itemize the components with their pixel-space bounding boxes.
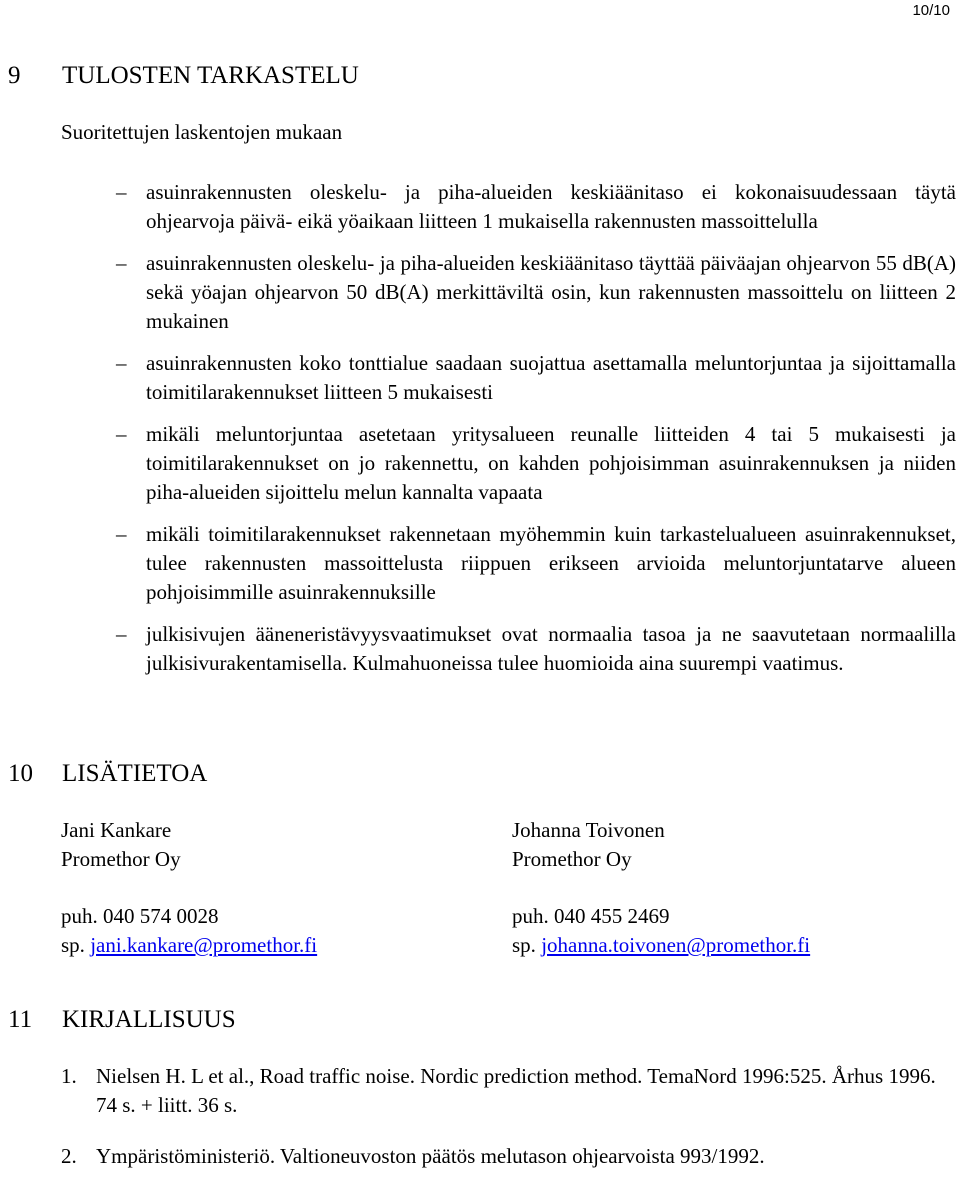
reference-text: Nielsen H. L et al., Road traffic noise. Nordic prediction method. TemaNord 1996:525. Århus 1996. 74 s. + liitt. 36 s. [96,1064,936,1117]
reference-number: 2. [61,1144,77,1168]
list-item [116,620,956,678]
email-link[interactable]: jani.kankare@promethor.fi [90,933,318,957]
list-item-text: asuinrakennusten koko tonttialue saadaan suojattua asettamalla meluntorjuntaa ja sijoittamalla toimitilarakennukset liitteen 5 mukaisesti [146,351,956,404]
list-item-text: mikäli meluntorjuntaa asetetaan yritysalueen reunalle liitteiden 4 tai 5 mukaisesti ja toimitilarakennukset on jo rakennettu, on kahden pohjoisimman asuinrakennuksen ja niiden piha-alueiden sijoittelu melun kannalta vapaata [146,422,956,504]
contact-email-row [61,931,317,960]
email-prefix: sp. [61,933,91,957]
reference-item [61,1142,956,1171]
list-item [116,178,956,236]
contact-company: Promethor Oy [512,847,632,871]
contact-name: Jani Kankare [61,818,172,842]
contact-card-jani [61,816,317,960]
dash-bullet: – [116,522,127,546]
reference-number: 1. [61,1064,77,1088]
references-list [61,1062,956,1193]
section-9-heading [8,62,359,90]
contact-email-row [512,931,810,960]
section-title: TULOSTEN TARKASTELU [62,62,359,89]
section-title: LISÄTIETOA [62,760,208,787]
list-item-text: asuinrakennusten oleskelu- ja piha-alueiden keskiäänitaso täyttää päiväajan ohjearvon 55 dB(A) sekä yöajan ohjearvon 50 dB(A) merkittäviltä osin, kun rakennusten massoittelu on liitteen 2 mukainen [146,251,956,333]
email-link[interactable]: johanna.toivonen@promethor.fi [541,933,811,957]
contact-phone: puh. 040 574 0028 [61,904,219,928]
reference-text: Ympäristöministeriö. Valtioneuvoston päätös melutason ohjearvoista 993/1992. [96,1144,765,1168]
section-11-heading [8,1006,236,1034]
dash-bullet: – [116,251,127,275]
dash-bullet: – [116,622,127,646]
findings-list [116,178,956,691]
section-intro: Suoritettujen laskentojen mukaan [61,120,343,144]
list-item-text: julkisivujen ääneneristävyysvaatimukset ovat normaalia tasoa ja ne saavutetaan normaalilla julkisivurakentamisella. Kulmahuoneissa tulee huomioida aina suurempi vaatimus. [146,622,956,675]
list-item-text: mikäli toimitilarakennukset rakennetaan myöhemmin kuin tarkastelualueen asuinrakennukset, tulee rakennusten massoittelusta riippuen erikseen arvioida meluntorjuntatarve alueen pohjoisimmille asuinrakennuksille [146,522,956,604]
contact-phone: puh. 040 455 2469 [512,904,670,928]
contact-name: Johanna Toivonen [512,818,665,842]
list-item [116,520,956,607]
section-number: 10 [8,760,33,787]
email-prefix: sp. [512,933,542,957]
list-item [116,420,956,507]
list-item [116,349,956,407]
section-title: KIRJALLISUUS [62,1006,236,1033]
reference-item [61,1062,956,1120]
section-number: 11 [8,1006,33,1033]
page-number: 10/10 [912,2,950,19]
dash-bullet: – [116,351,127,375]
contact-card-johanna [512,816,810,960]
section-10-heading [8,760,207,788]
dash-bullet: – [116,422,127,446]
contact-company: Promethor Oy [61,847,181,871]
section-number: 9 [8,62,21,89]
list-item [116,249,956,336]
list-item-text: asuinrakennusten oleskelu- ja piha-alueiden keskiäänitaso ei kokonaisuudessaan täytä ohjearvoja päivä- eikä yöaikaan liitteen 1 mukaisella rakennusten massoittelulla [146,180,956,233]
dash-bullet: – [116,180,127,204]
